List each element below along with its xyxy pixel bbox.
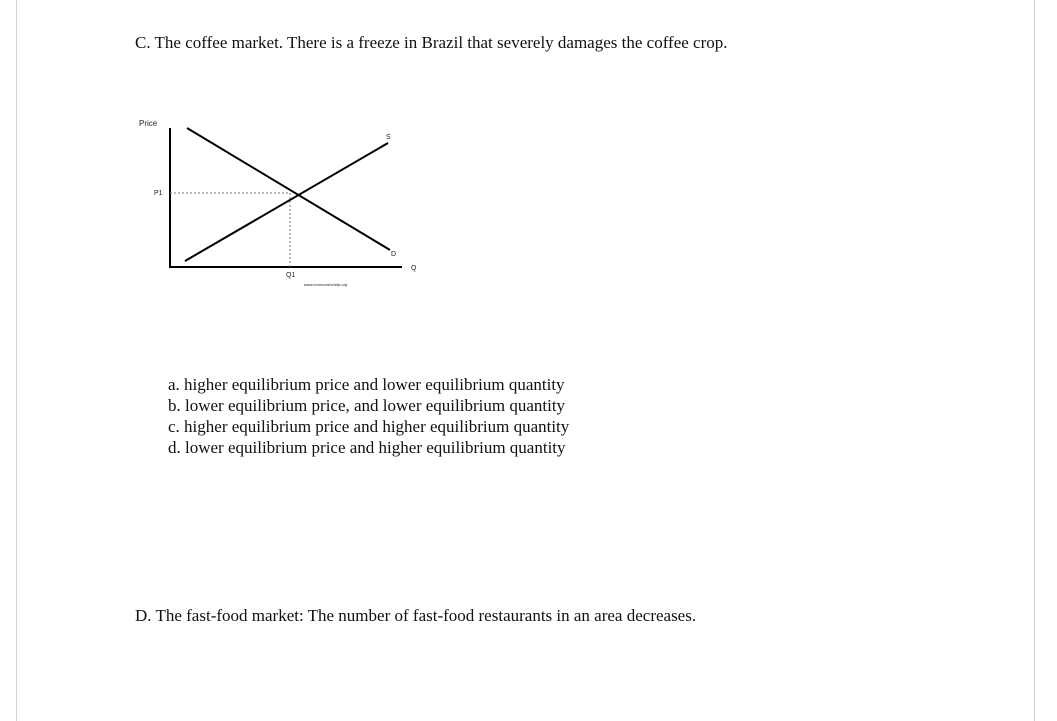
supply-demand-graph bbox=[130, 110, 430, 295]
page-right-edge bbox=[1034, 0, 1035, 721]
quantity-label: Q1 bbox=[286, 272, 296, 279]
supply-curve bbox=[185, 143, 388, 261]
question-d-text: D. The fast-food market: The number of fast-food restaurants in an area decreases. bbox=[135, 606, 697, 625]
option-b: b. lower equilibrium price, and lower equilibrium quantity bbox=[168, 396, 566, 415]
price-label: P1 bbox=[154, 190, 163, 197]
question-c-text: C. The coffee market. There is a freeze in Brazil that severely damages the coffee crop. bbox=[135, 33, 728, 52]
page-left-edge bbox=[16, 0, 17, 721]
demand-curve bbox=[187, 128, 390, 250]
y-axis-label: Price bbox=[139, 119, 158, 128]
option-c: c. higher equilibrium price and higher equilibrium quantity bbox=[168, 417, 570, 436]
source-credit: www.economicshelp.org bbox=[304, 282, 348, 287]
supply-label: S bbox=[386, 134, 391, 141]
demand-label: D bbox=[391, 251, 397, 258]
option-d: d. lower equilibrium price and higher equilibrium quantity bbox=[168, 438, 566, 457]
answer-options bbox=[168, 374, 569, 458]
option-a: a. higher equilibrium price and lower equilibrium quantity bbox=[168, 375, 565, 394]
x-axis-label: Q bbox=[411, 265, 417, 272]
